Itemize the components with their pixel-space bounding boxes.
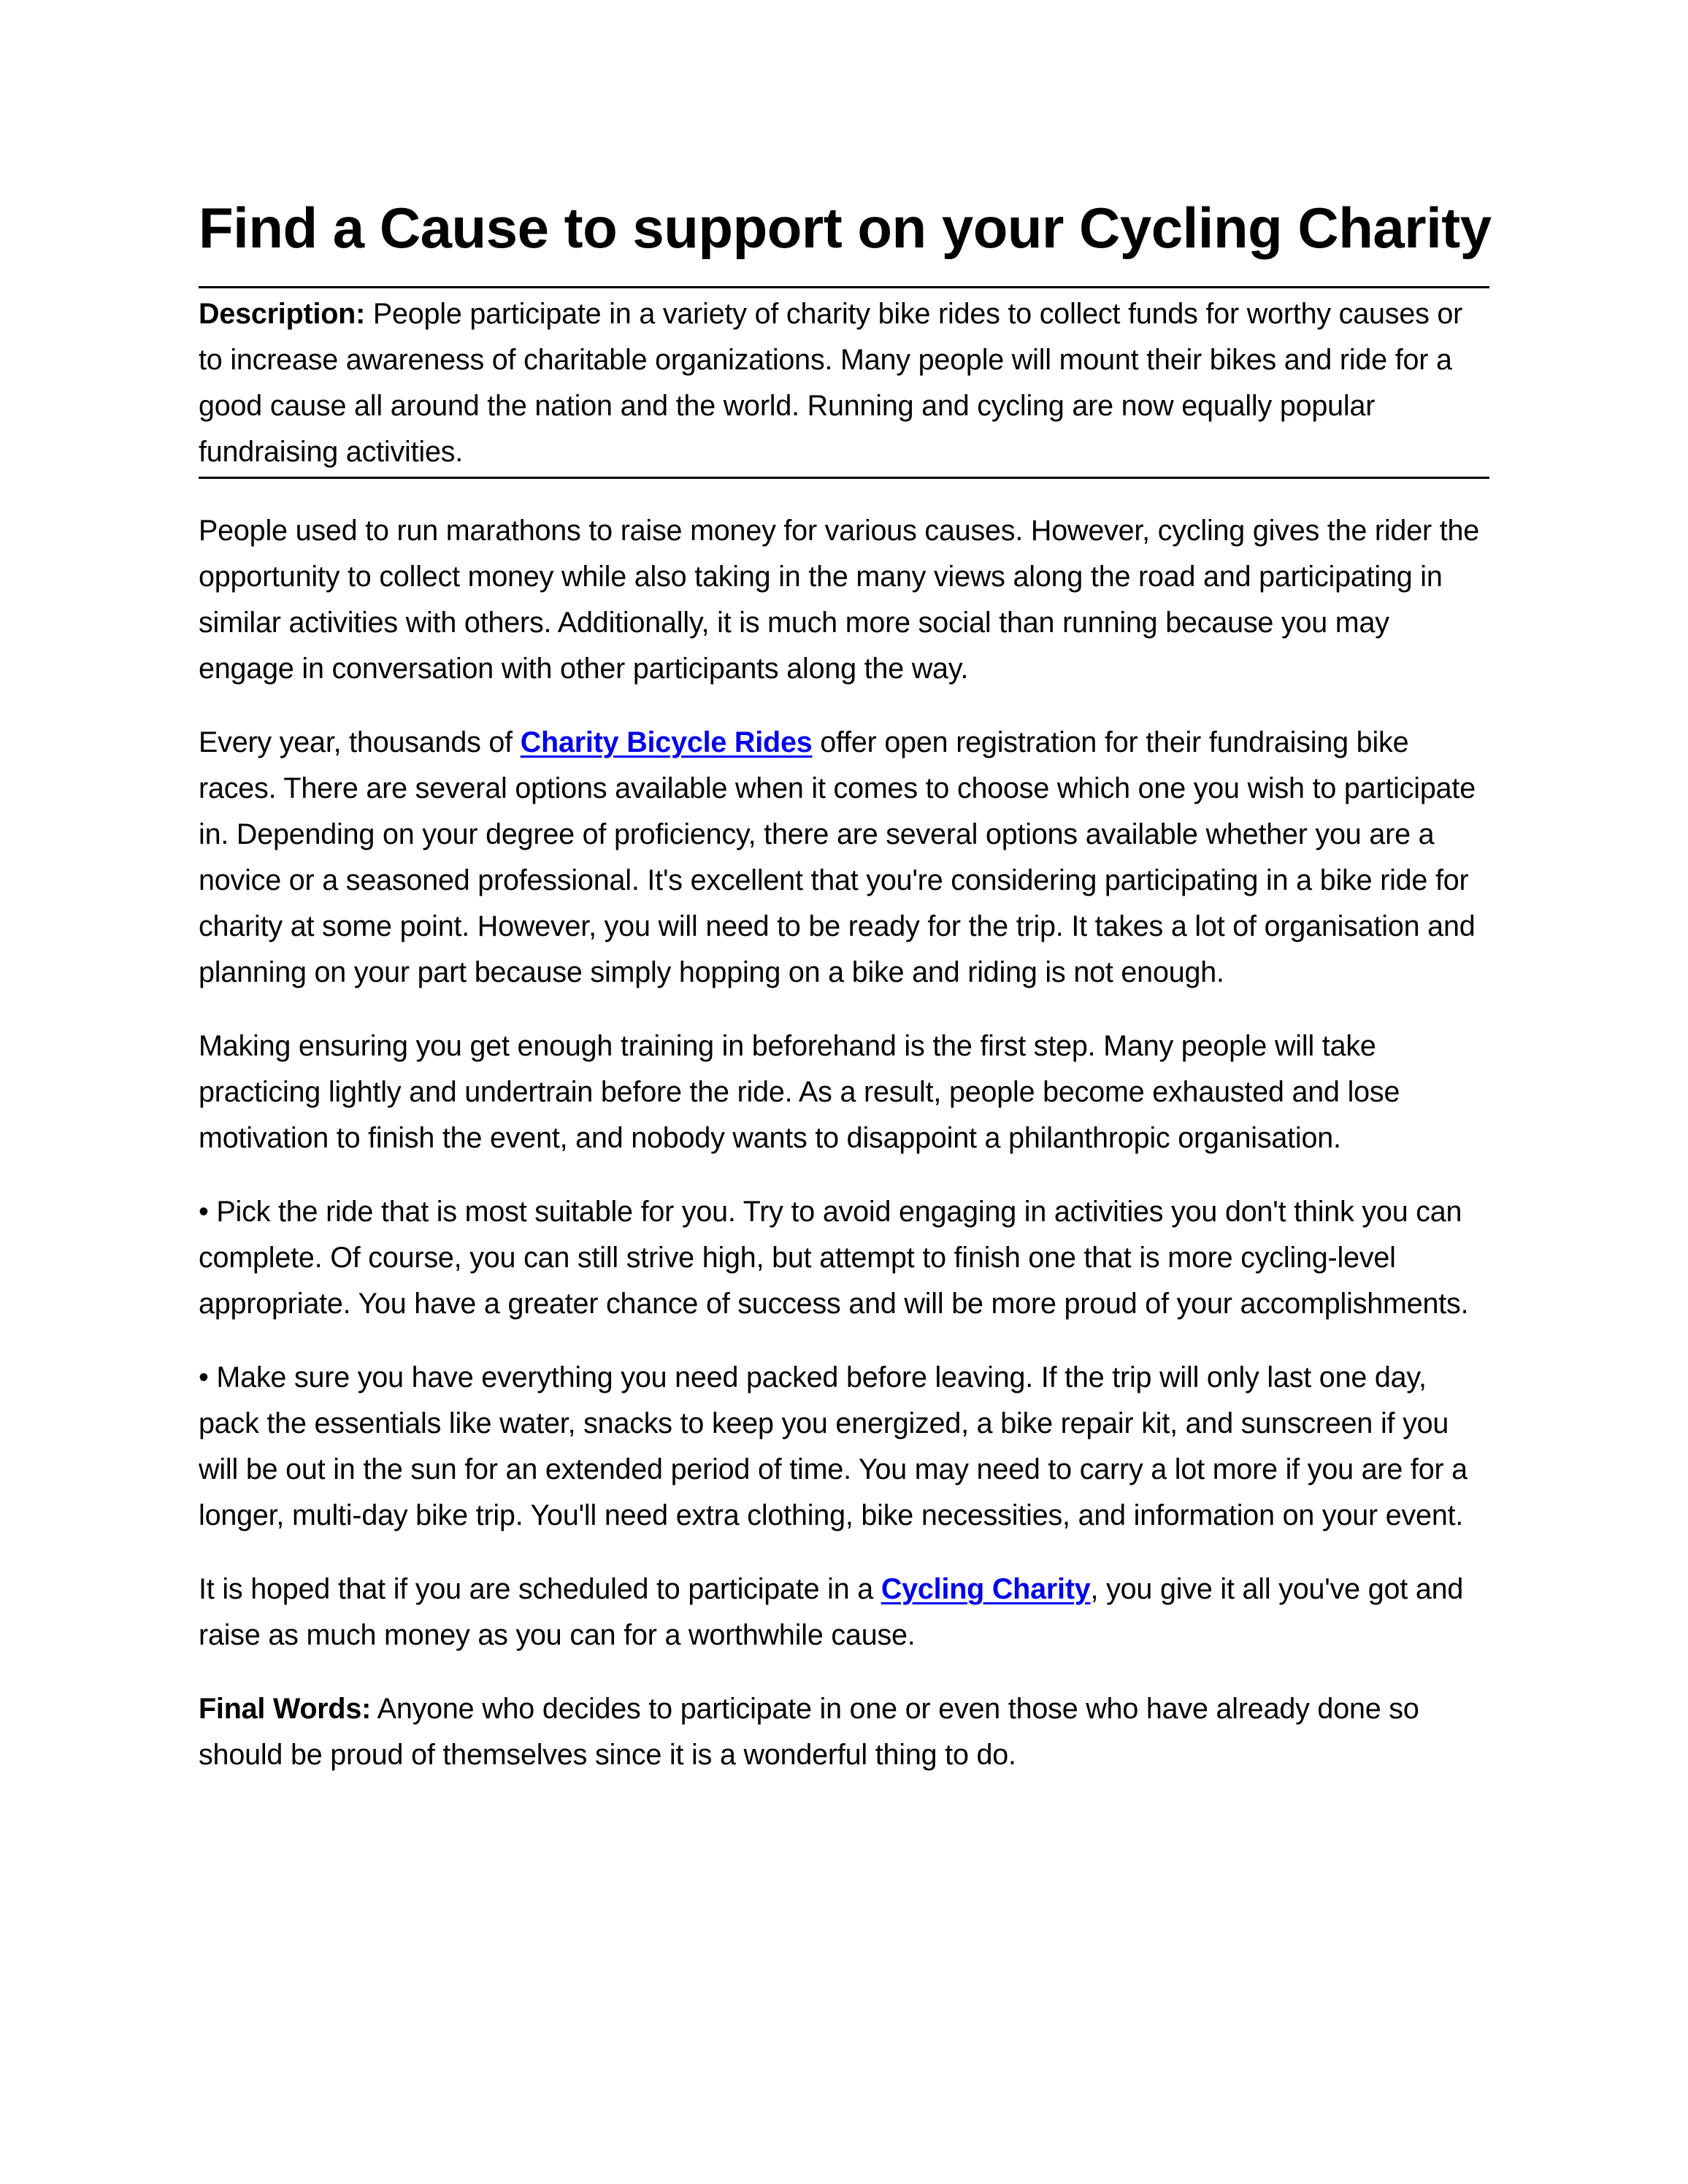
paragraph-cycling-charity-rest: , you give it all you've got and raise as much money as you can for a worthwhile cause. (199, 1573, 1464, 1651)
paragraph-registration-rest: offer open registration for their fundraising bike races. There are several options available when it comes to choose which one you wish to participate in. Depending on your degree of proficiency, there are several options available whether you are a novice or a seasoned professional. It's excellent that you're considering participating in a bike ride for charity at some point. However, you will need to be ready for the trip. It takes a lot of organisation and planning on your part because simply hopping on a bike and riding is not enough. (199, 726, 1476, 988)
final-words-text: Anyone who decides to participate in one or even those who have already done so should be proud of themselves since it is a wonderful thing to do. (199, 1693, 1419, 1771)
paragraph-training: Making ensuring you get enough training in beforehand is the first step. Many people will take practicing lightly and undertrain before the ride. As a result, people become exhausted and lose motivation to finish the event, and nobody wants to disappoint a philanthropic organisation. (199, 1030, 1400, 1154)
bullet-packing: • Make sure you have everything you need packed before leaving. If the trip will only last one day, pack the essentials like water, snacks to keep you energized, a bike repair kit, and sunscreen if you will be out in the sun for an extended period of time. You may need to carry a lot more if you are for a longer, multi-day bike trip. You'll need extra clothing, bike necessities, and information on your event. (199, 1361, 1468, 1531)
paragraph-registration (199, 720, 1489, 996)
paragraph-marathons: People used to run marathons to raise money for various causes. However, cycling gives the rider the opportunity to collect money while also taking in the many views along the road and participating in similar activities with others. Additionally, it is much more social than running because you may engage in conversation with other participants along the way. (199, 515, 1480, 685)
cycling-charity-link[interactable]: Cycling Charity (881, 1573, 1091, 1605)
description-label: Description: (199, 298, 366, 330)
final-words-paragraph (199, 1686, 1489, 1778)
final-words-label: Final Words: (199, 1693, 372, 1725)
charity-bicycle-rides-link[interactable]: Charity Bicycle Rides (520, 726, 813, 758)
paragraph-cycling-charity-lead: It is hoped that if you are scheduled to participate in a (199, 1573, 881, 1605)
description-box (199, 286, 1489, 479)
document-page (199, 191, 1492, 1778)
description-paragraph (199, 291, 1489, 475)
description-text: People participate in a variety of charity bike rides to collect funds for worthy causes or to increase awareness of charitable organizations. Many people will mount their bikes and ride for a good cause all around the nation and the world. Running and cycling are now equally popular fundraising activities. (199, 298, 1463, 468)
paragraph-registration-lead: Every year, thousands of (199, 726, 521, 758)
page-title: Find a Cause to support on your Cycling Charity (199, 196, 1492, 260)
bullet-pick-ride: • Pick the ride that is most suitable for you. Try to avoid engaging in activities you don't think you can complete. Of course, you can still strive high, but attempt to finish one that is more cycling-level appropriate. You have a greater chance of success and will be more proud of your accomplishments. (199, 1196, 1469, 1320)
paragraph-cycling-charity (199, 1566, 1489, 1658)
